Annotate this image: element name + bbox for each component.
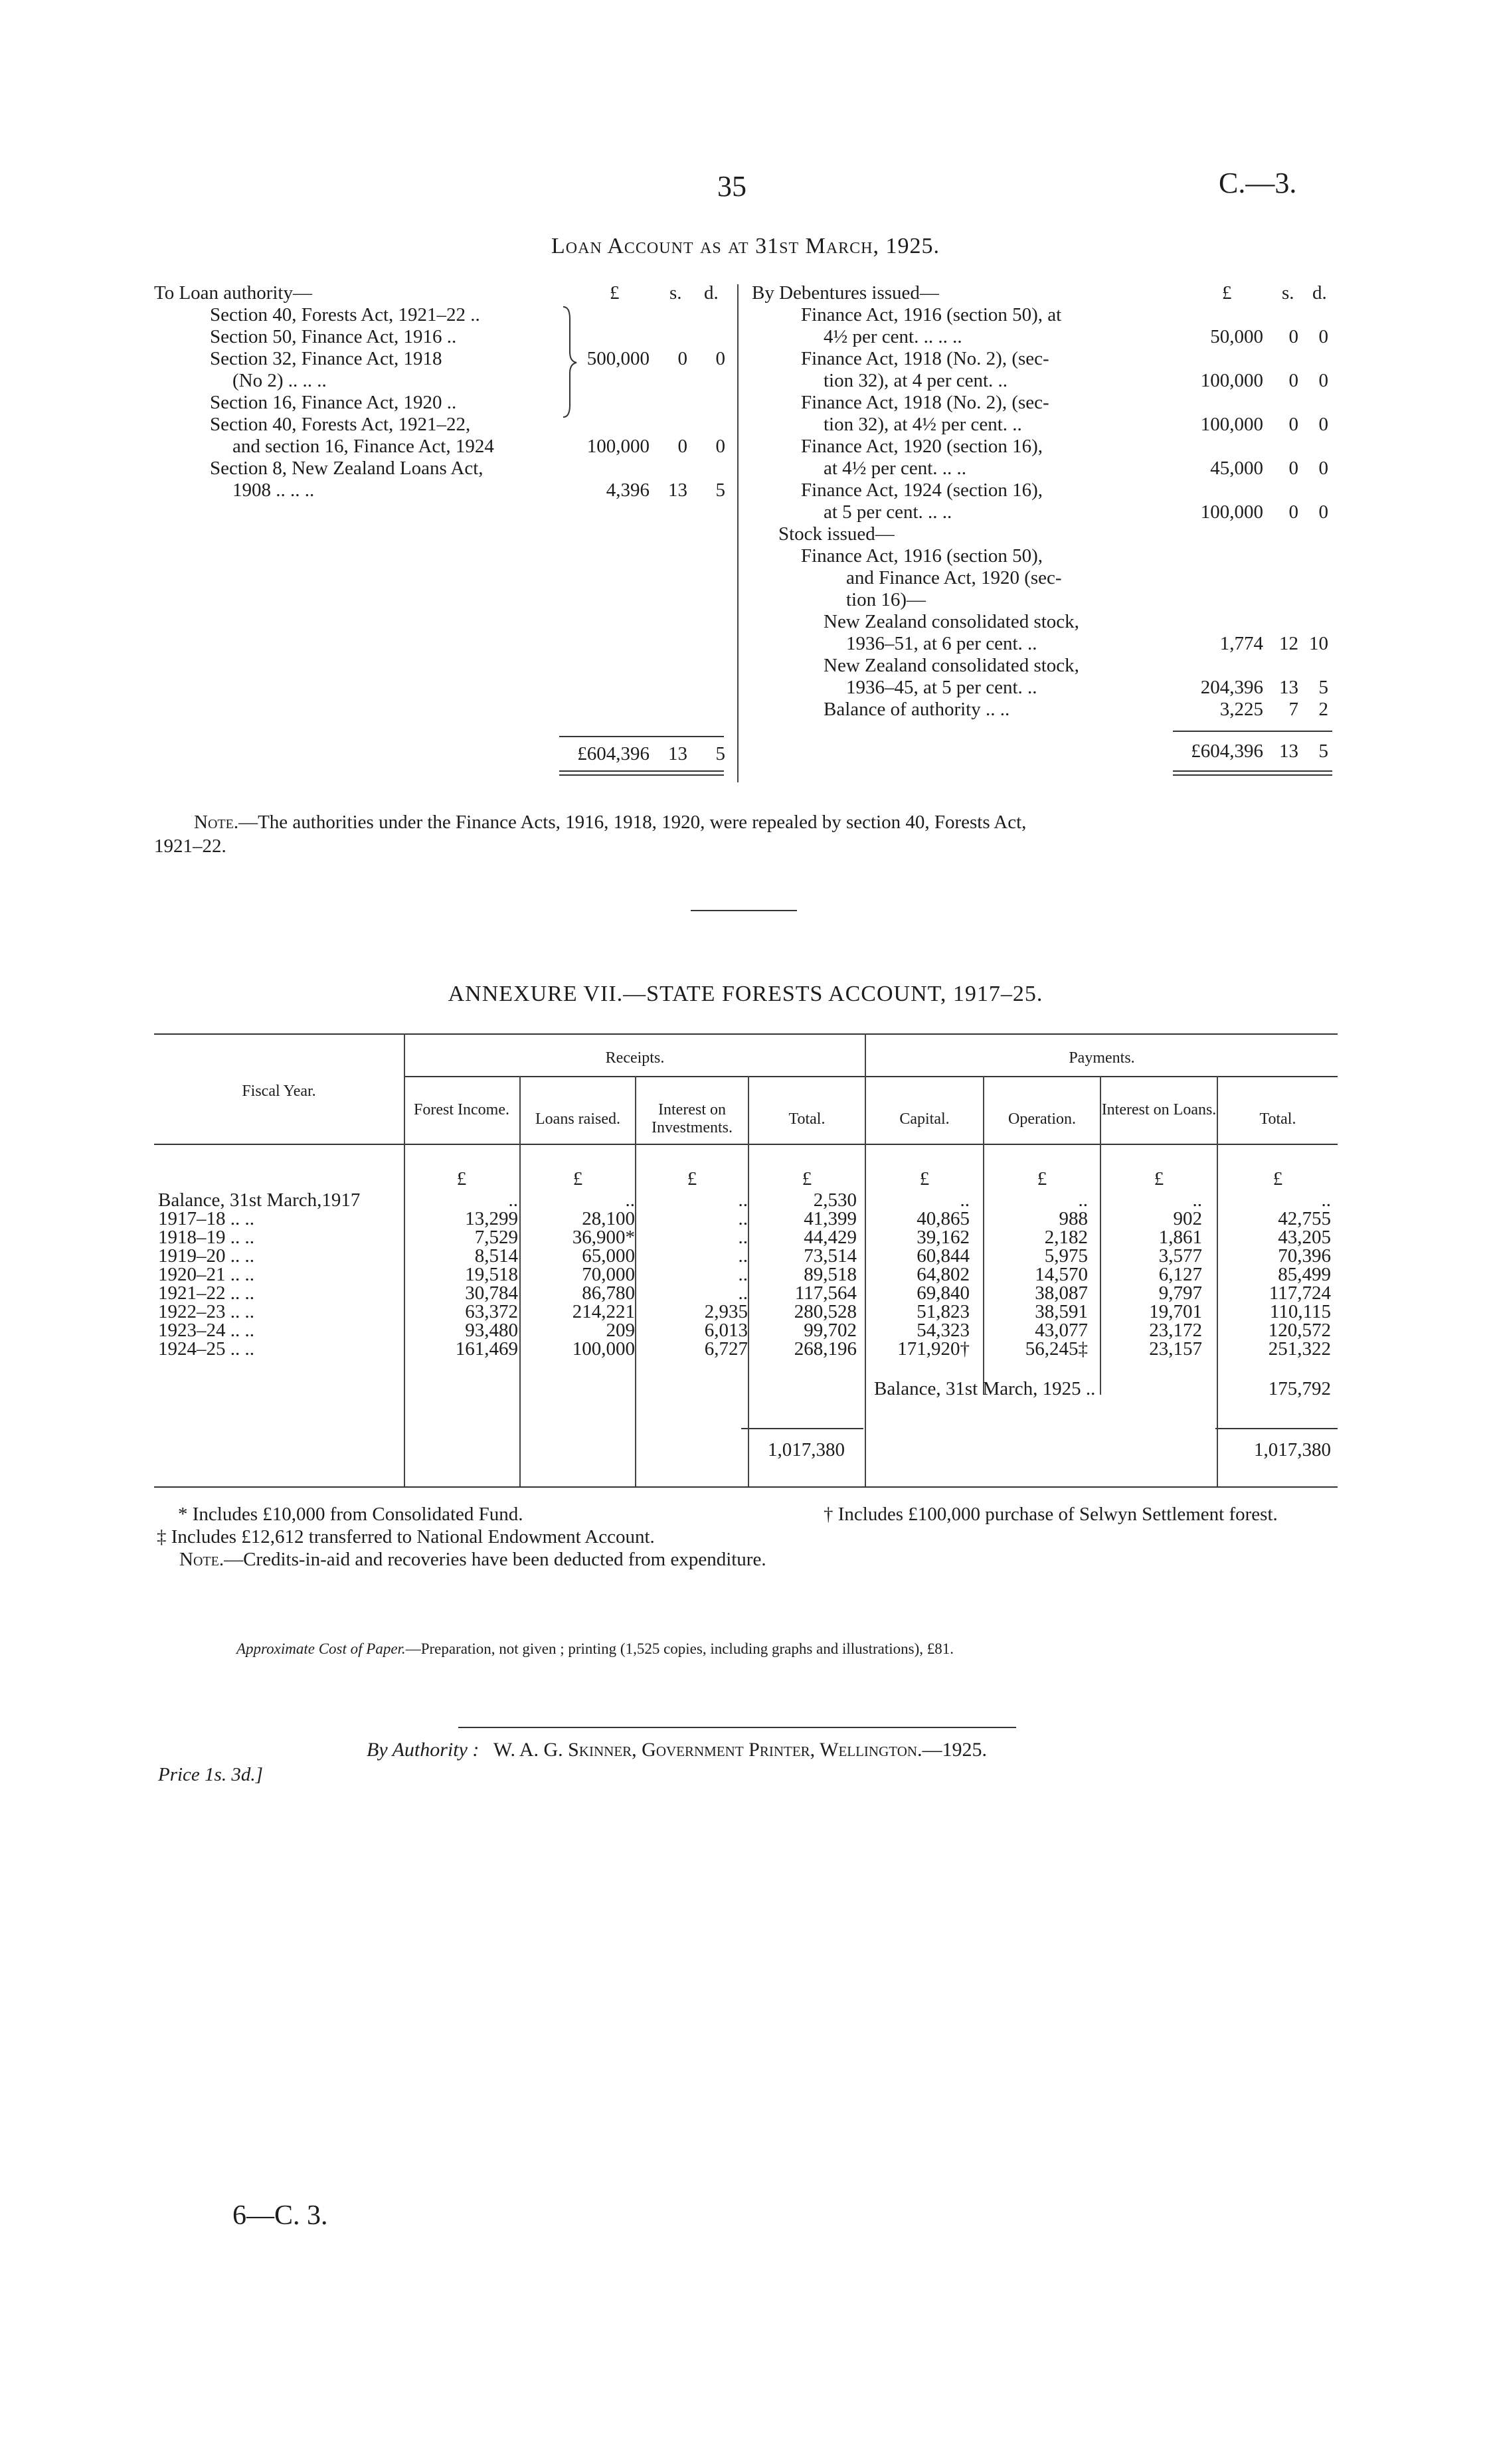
table-cell-operation: 988 xyxy=(1059,1208,1088,1229)
debit-col-pound: £ xyxy=(610,282,620,304)
table-cell-ptotal: 70,396 xyxy=(1278,1245,1331,1267)
credit-line: tion 32), at 4½ per cent. .. xyxy=(824,414,1022,435)
section-divider xyxy=(691,910,797,911)
loan-note-text: —The authorities under the Finance Acts, 1916, 1918, 1920, were repealed by section 40, Forests Act, xyxy=(238,812,1027,833)
footnote-star: * Includes £10,000 from Consolidated Fund. xyxy=(178,1504,523,1525)
table-cell-capital: 60,844 xyxy=(917,1245,970,1267)
debit-total-d: 5 xyxy=(715,743,725,764)
debit-total-double-rule xyxy=(559,774,724,776)
imprint xyxy=(367,1739,987,1761)
header-total-payments: Total. xyxy=(1259,1110,1296,1128)
header-operation: Operation. xyxy=(1008,1110,1076,1128)
table-row-year: Balance, 31st March,1917 xyxy=(158,1189,361,1211)
table-cell-ptotal: 42,755 xyxy=(1278,1208,1331,1229)
debit-line: Section 50, Finance Act, 1916 .. xyxy=(210,326,457,347)
table-cell-capital: 40,865 xyxy=(917,1208,970,1229)
table-cell-interest: .. xyxy=(738,1189,748,1211)
debit-line: Section 16, Finance Act, 1920 .. xyxy=(210,392,457,413)
credit-amount-s: 0 xyxy=(1288,501,1298,523)
credit-amount-pound: 100,000 xyxy=(1200,414,1263,435)
table-cell-total: 99,702 xyxy=(804,1320,857,1341)
header-fiscal-year: Fiscal Year. xyxy=(242,1083,316,1100)
loan-note xyxy=(194,812,1026,834)
table-cell-operation: .. xyxy=(1078,1189,1088,1211)
receipts-total-rule xyxy=(741,1428,863,1429)
credit-line: Finance Act, 1924 (section 16), xyxy=(801,480,1043,501)
table-cell-operation: 56,245‡ xyxy=(1025,1338,1088,1360)
credit-amount-pound: 100,000 xyxy=(1200,501,1263,523)
signature-mark: 6—C. 3. xyxy=(232,2200,328,2231)
table-cell-forest: .. xyxy=(508,1189,518,1211)
table-cell-ptotal: 43,205 xyxy=(1278,1227,1331,1248)
table-cell-int-loans: 3,577 xyxy=(1158,1245,1202,1267)
credit-line: Finance Act, 1918 (No. 2), (sec- xyxy=(801,392,1049,413)
debit-amount-pound: 100,000 xyxy=(586,436,650,457)
credit-line: Balance of authority .. .. xyxy=(824,699,1010,720)
table-row-year: 1918–19 .. .. xyxy=(158,1227,254,1248)
credit-amount-d: 0 xyxy=(1318,458,1328,479)
table-cell-int-loans: 1,861 xyxy=(1158,1227,1202,1248)
account-divider xyxy=(737,284,739,782)
table-cell-operation: 43,077 xyxy=(1035,1320,1088,1341)
table-cell-interest: 6,727 xyxy=(704,1338,748,1360)
credit-amount-d: 5 xyxy=(1318,677,1328,698)
table-cell-capital: 51,823 xyxy=(917,1301,970,1322)
credit-amount-d: 2 xyxy=(1318,699,1328,720)
table-cell-interest: 6,013 xyxy=(704,1320,748,1341)
table-cell-forest: 19,518 xyxy=(465,1264,518,1285)
table-cell-int-loans: 9,797 xyxy=(1158,1282,1202,1304)
table-cell-loans: 100,000 xyxy=(572,1338,635,1360)
debit-line: Section 32, Finance Act, 1918 xyxy=(210,348,442,369)
col-rule xyxy=(635,1076,636,1486)
table-cell-total: 117,564 xyxy=(794,1282,857,1304)
table-row-year: 1924–25 .. .. xyxy=(158,1338,254,1360)
table-cell-forest: 8,514 xyxy=(474,1245,518,1267)
table-cell-loans: 86,780 xyxy=(582,1282,635,1304)
credit-line: New Zealand consolidated stock, xyxy=(824,655,1079,676)
table-cell-loans: 28,100 xyxy=(582,1208,635,1229)
debit-line: 1908 .. .. .. xyxy=(232,480,315,501)
table-cell-interest: 2,935 xyxy=(704,1301,748,1322)
credit-amount-d: 0 xyxy=(1318,501,1328,523)
imprint-rule xyxy=(458,1727,1016,1728)
table-cell-total: 2,530 xyxy=(813,1189,857,1211)
currency-symbol: £ xyxy=(687,1168,697,1189)
credit-amount-pound: 3,225 xyxy=(1219,699,1263,720)
debit-total-double-rule xyxy=(559,770,724,772)
table-cell-loans: 70,000 xyxy=(582,1264,635,1285)
document-reference: C.—3. xyxy=(1219,167,1297,199)
debit-line: (No 2) .. .. .. xyxy=(232,370,327,391)
table-top-rule xyxy=(154,1033,1338,1035)
credit-line: Finance Act, 1916 (section 50), at xyxy=(801,304,1062,325)
table-cell-capital: .. xyxy=(960,1189,970,1211)
currency-symbol: £ xyxy=(1154,1168,1164,1189)
col-rule xyxy=(519,1076,521,1486)
credit-line: 1936–51, at 6 per cent. .. xyxy=(846,633,1037,654)
debit-total-s: 13 xyxy=(668,743,687,764)
page-number: 35 xyxy=(717,170,746,203)
credit-amount-pound: 100,000 xyxy=(1200,370,1263,391)
credit-total-rule xyxy=(1173,731,1332,732)
credit-amount-s: 13 xyxy=(1279,677,1298,698)
footnote-dagger: † Includes £100,000 purchase of Selwyn Settlement forest. xyxy=(824,1504,1278,1525)
annexure-note-text: —Credits-in-aid and recoveries have been deducted from expenditure. xyxy=(224,1549,766,1570)
table-cell-total: 89,518 xyxy=(804,1264,857,1285)
col-rule xyxy=(748,1076,749,1486)
currency-symbol: £ xyxy=(456,1168,467,1189)
header-interest-investments: Interest on Investments. xyxy=(652,1101,733,1136)
table-row-year: 1919–20 .. .. xyxy=(158,1245,254,1267)
table-cell-int-loans: .. xyxy=(1192,1189,1202,1211)
credit-col-s: s. xyxy=(1282,282,1294,304)
table-cell-total: 41,399 xyxy=(804,1208,857,1229)
credit-line: 4½ per cent. .. .. .. xyxy=(824,326,962,347)
price: Price 1s. 3d.] xyxy=(158,1764,263,1785)
credit-amount-pound: 50,000 xyxy=(1210,326,1263,347)
table-cell-loans: 65,000 xyxy=(582,1245,635,1267)
credit-amount-s: 12 xyxy=(1279,633,1298,654)
credit-amount-pound: 1,774 xyxy=(1219,633,1263,654)
table-cell-ptotal: 251,322 xyxy=(1268,1338,1331,1360)
credit-total-pound: £604,396 xyxy=(1191,741,1263,762)
table-row-year: 1922–23 .. .. xyxy=(158,1301,254,1322)
credit-amount-s: 0 xyxy=(1288,414,1298,435)
table-cell-forest: 63,372 xyxy=(465,1301,518,1322)
cost-text: —Preparation, not given ; printing (1,525 copies, including graphs and illustrations), £81. xyxy=(405,1640,954,1657)
table-cell-operation: 5,975 xyxy=(1044,1245,1088,1267)
debit-amount-d: 0 xyxy=(715,436,725,457)
table-cell-int-loans: 6,127 xyxy=(1158,1264,1202,1285)
currency-symbol: £ xyxy=(919,1168,930,1189)
currency-symbol: £ xyxy=(1272,1168,1283,1189)
credit-line: at 4½ per cent. .. .. xyxy=(824,458,967,479)
credit-total-double-rule xyxy=(1173,770,1332,772)
credit-total-double-rule xyxy=(1173,774,1332,776)
currency-symbol: £ xyxy=(1037,1168,1047,1189)
header-forest-income: Forest Income. xyxy=(414,1101,509,1118)
annexure-title: ANNEXURE VII.—STATE FORESTS ACCOUNT, 1917–25. xyxy=(448,982,1043,1006)
credit-amount-pound: 204,396 xyxy=(1200,677,1263,698)
credit-amount-pound: 45,000 xyxy=(1210,458,1263,479)
table-cell-capital: 54,323 xyxy=(917,1320,970,1341)
table-header-rule xyxy=(154,1144,1338,1145)
table-cell-int-loans: 23,157 xyxy=(1149,1338,1202,1360)
debit-col-s: s. xyxy=(669,282,682,304)
credit-line: Finance Act, 1916 (section 50), xyxy=(801,545,1043,567)
credit-amount-s: 0 xyxy=(1288,458,1298,479)
table-cell-total: 280,528 xyxy=(794,1301,857,1322)
header-payments: Payments. xyxy=(1069,1049,1135,1067)
table-cell-interest: .. xyxy=(738,1282,748,1304)
table-cell-total: 73,514 xyxy=(804,1245,857,1267)
table-cell-operation: 38,591 xyxy=(1035,1301,1088,1322)
credit-total-d: 5 xyxy=(1318,741,1328,762)
header-capital: Capital. xyxy=(899,1110,950,1128)
header-interest-loans: Interest on Loans. xyxy=(1101,1101,1217,1118)
credit-line: Finance Act, 1918 (No. 2), (sec- xyxy=(801,348,1049,369)
credit-amount-s: 0 xyxy=(1288,326,1298,347)
table-cell-operation: 2,182 xyxy=(1044,1227,1088,1248)
imprint-by-authority: By Authority : xyxy=(367,1739,480,1761)
table-cell-loans: .. xyxy=(625,1189,635,1211)
header-receipts: Receipts. xyxy=(605,1049,665,1067)
table-cell-forest: 93,480 xyxy=(465,1320,518,1341)
table-cell-loans: 214,221 xyxy=(572,1301,635,1322)
table-cell-operation: 14,570 xyxy=(1035,1264,1088,1285)
table-cell-int-loans: 23,172 xyxy=(1149,1320,1202,1341)
table-cell-ptotal: .. xyxy=(1321,1189,1331,1211)
debit-amount-s: 0 xyxy=(677,436,687,457)
table-cell-ptotal: 120,572 xyxy=(1268,1320,1331,1341)
credit-line: tion 32), at 4 per cent. .. xyxy=(824,370,1008,391)
credit-line: Finance Act, 1920 (section 16), xyxy=(801,436,1043,457)
currency-symbol: £ xyxy=(802,1168,812,1189)
table-cell-total: 268,196 xyxy=(794,1338,857,1360)
currency-symbol: £ xyxy=(572,1168,583,1189)
credit-amount-d: 10 xyxy=(1309,633,1328,654)
credit-amount-d: 0 xyxy=(1318,414,1328,435)
table-cell-interest: .. xyxy=(738,1227,748,1248)
cost-label: Approximate Cost of Paper. xyxy=(236,1640,406,1657)
debit-line: Section 8, New Zealand Loans Act, xyxy=(210,458,483,479)
credit-col-pound: £ xyxy=(1222,282,1232,304)
credit-amount-s: 7 xyxy=(1288,699,1298,720)
table-row-year: 1921–22 .. .. xyxy=(158,1282,254,1304)
credit-col-d: d. xyxy=(1312,282,1327,304)
col-rule xyxy=(404,1033,405,1486)
table-cell-interest: .. xyxy=(738,1208,748,1229)
table-cell-capital: 69,840 xyxy=(917,1282,970,1304)
loan-note-label: Note. xyxy=(194,812,239,833)
balance-1925-label: Balance, 31st March, 1925 .. xyxy=(874,1378,1096,1399)
table-cell-total: 44,429 xyxy=(804,1227,857,1248)
annexure-note xyxy=(179,1549,766,1571)
credit-amount-d: 0 xyxy=(1318,370,1328,391)
balance-1925-value: 175,792 xyxy=(1268,1378,1331,1399)
table-cell-interest: .. xyxy=(738,1264,748,1285)
credit-line: tion 16)— xyxy=(846,589,926,610)
debit-amount-s: 0 xyxy=(677,348,687,369)
table-row-year: 1920–21 .. .. xyxy=(158,1264,254,1285)
footnote-double-dagger: ‡ Includes £12,612 transferred to National Endowment Account. xyxy=(157,1526,655,1547)
debit-amount-s: 13 xyxy=(668,480,687,501)
table-cell-int-loans: 902 xyxy=(1173,1208,1202,1229)
credit-line: New Zealand consolidated stock, xyxy=(824,611,1079,632)
annexure-note-label: Note. xyxy=(179,1549,224,1570)
debit-col-d: d. xyxy=(704,282,719,304)
table-cell-capital: 39,162 xyxy=(917,1227,970,1248)
table-cell-ptotal: 117,724 xyxy=(1269,1282,1331,1304)
header-loans-raised: Loans raised. xyxy=(535,1110,620,1128)
table-cell-forest: 161,469 xyxy=(455,1338,518,1360)
grand-total-payments: 1,017,380 xyxy=(1254,1439,1331,1460)
table-row-year: 1923–24 .. .. xyxy=(158,1320,254,1341)
table-cell-forest: 30,784 xyxy=(465,1282,518,1304)
table-cell-loans: 209 xyxy=(606,1320,635,1341)
table-bottom-rule xyxy=(154,1486,1338,1488)
credit-line: 1936–45, at 5 per cent. .. xyxy=(846,677,1037,698)
debit-total-pound: £604,396 xyxy=(577,743,650,764)
table-group-rule xyxy=(405,1076,1338,1077)
table-cell-forest: 7,529 xyxy=(474,1227,518,1248)
loan-note-continued: 1921–22. xyxy=(154,836,226,857)
table-cell-ptotal: 110,115 xyxy=(1269,1301,1331,1322)
table-cell-loans: 36,900* xyxy=(572,1227,635,1248)
grand-total-receipts: 1,017,380 xyxy=(768,1439,845,1460)
debit-amount-d: 0 xyxy=(715,348,725,369)
credit-heading: By Debentures issued— xyxy=(752,282,939,304)
debit-line: Section 40, Forests Act, 1921–22 .. xyxy=(210,304,480,325)
cost-of-paper xyxy=(236,1640,954,1658)
debit-amount-pound: 500,000 xyxy=(586,348,650,369)
debit-line: Section 40, Forests Act, 1921–22, xyxy=(210,414,471,435)
table-row-year: 1917–18 .. .. xyxy=(158,1208,254,1229)
table-cell-interest: .. xyxy=(738,1245,748,1267)
debit-total-rule xyxy=(559,736,724,737)
loan-account-title: Loan Account as at 31st March, 1925. xyxy=(551,234,940,258)
table-cell-operation: 38,087 xyxy=(1035,1282,1088,1304)
debit-amount-pound: 4,396 xyxy=(606,480,650,501)
credit-total-s: 13 xyxy=(1279,741,1298,762)
debit-heading: To Loan authority— xyxy=(154,282,312,304)
table-cell-int-loans: 19,701 xyxy=(1149,1301,1202,1322)
table-cell-forest: 13,299 xyxy=(465,1208,518,1229)
credit-amount-s: 0 xyxy=(1288,370,1298,391)
header-total: Total. xyxy=(788,1110,826,1128)
table-cell-ptotal: 85,499 xyxy=(1278,1264,1331,1285)
credit-amount-d: 0 xyxy=(1318,326,1328,347)
credit-line: Stock issued— xyxy=(778,523,895,545)
debit-amount-d: 5 xyxy=(715,480,725,501)
credit-line: and Finance Act, 1920 (sec- xyxy=(846,567,1062,588)
debit-line: and section 16, Finance Act, 1924 xyxy=(232,436,494,457)
payments-total-rule xyxy=(1215,1428,1338,1429)
credit-line: at 5 per cent. .. .. xyxy=(824,501,952,523)
table-cell-capital: 64,802 xyxy=(917,1264,970,1285)
imprint-printer: W. A. G. Skinner, Government Printer, Wellington.—1925. xyxy=(493,1739,988,1761)
table-cell-capital: 171,920† xyxy=(897,1338,970,1360)
